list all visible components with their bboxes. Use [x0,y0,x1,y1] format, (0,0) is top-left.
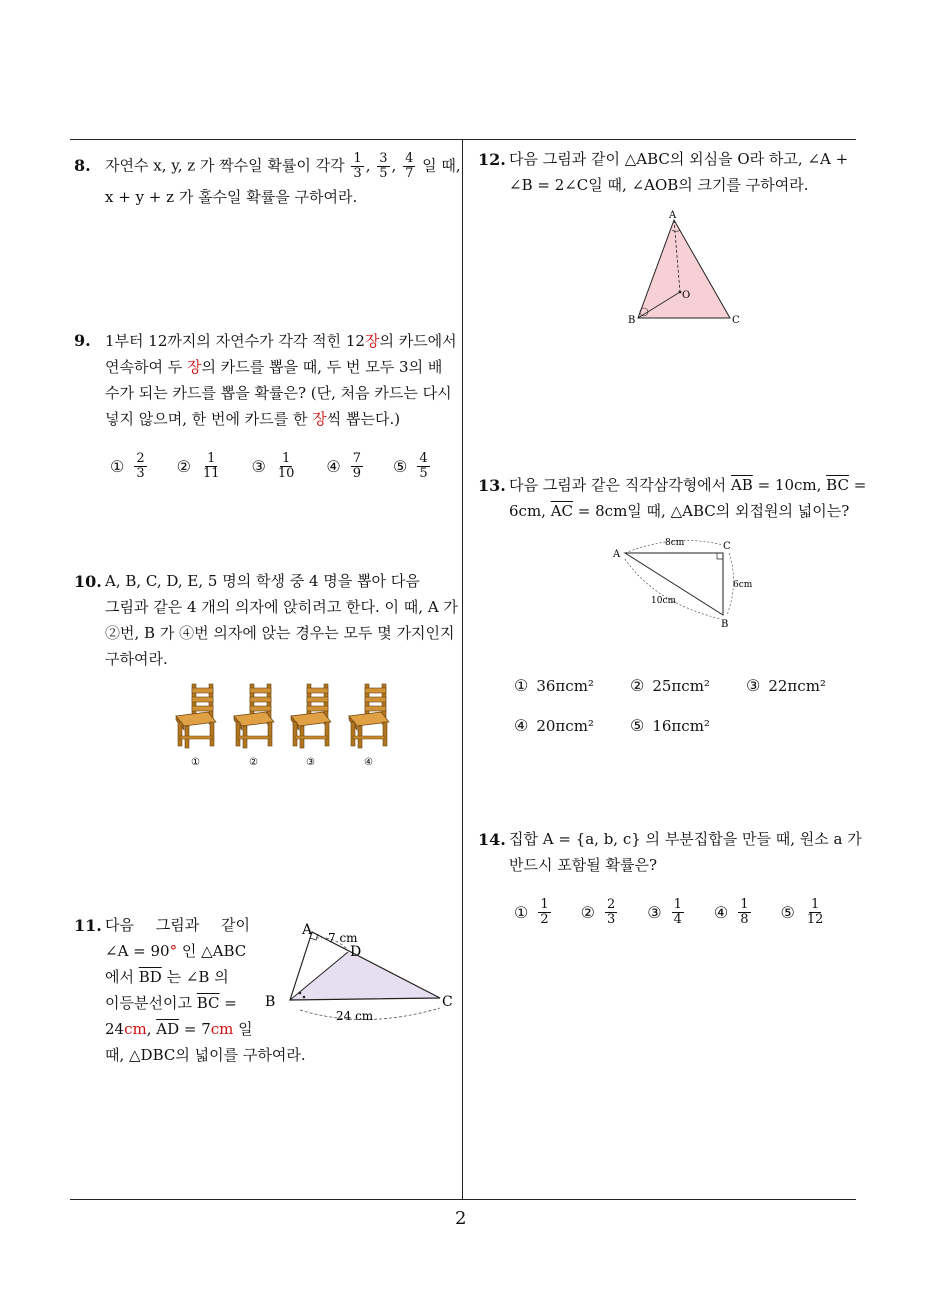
vertex-label-d: D [350,944,362,960]
vertex-label-c: C [723,541,731,552]
question-10-line-1: A, B, C, D, E, 5 명의 학생 중 4 명을 뽑아 다음 [105,572,420,590]
chair-label-4: ④ [364,757,373,768]
question-11-line-3: 에서 $\overline{BD}$ 는 ∠B 의 [105,968,229,986]
fraction: $\frac{1}{3}$ [353,151,362,181]
vertex-label-a: A [669,210,677,221]
question-number: 12. [478,150,506,169]
choice-4[interactable]: ④ 20πcm² [514,716,594,735]
question-11-line-5: 24cm, $\overline{AD} = 7cm$ 일 [105,1020,253,1038]
question-number: 11. [74,916,102,935]
question-number: 10. [74,572,102,591]
fraction: $\frac{3}{5}$ [379,151,388,181]
question-9-line-4: 넣지 않으며, 한 번에 카드를 한 장씩 뽑는다.) [105,410,401,428]
chair-icon [234,684,274,748]
question-number: 9. [74,331,91,350]
answer-choices [110,452,460,481]
choice-5[interactable]: ⑤ $\frac{4}{5}$ [393,451,428,481]
chair-icon [291,684,331,748]
triangle-abc-figure [260,918,460,1026]
length-label-ad: 7 cm [328,931,358,945]
question-12-line-1: 다음 그림과 같이 △ABC의 외심을 O라 하고, ∠A + [509,150,849,168]
question-8-line-1: 자연수 x, y, z 가 짝수일 확률이 각각 $\frac{1}{3}$ , $\frac{3}{5}$ , $\frac{4}{7}$ 일 때, [105,151,461,181]
question-9-line-3: 수가 되는 카드를 뽑을 확률은? (단, 처음 카드는 다시 [105,384,452,402]
question-14-line-1: 집합 A = {a, b, c} 의 부분집합을 만들 때, 원소 a 가 [509,830,862,848]
question-9-line-2: 연속하여 두 장의 카드를 뽑을 때, 두 번 모두 3의 배 [105,358,443,376]
top-rule [70,139,856,140]
choice-3[interactable]: ③ $\frac{1}{4}$ [647,897,682,927]
vertex-label-c: C [442,994,453,1010]
question-10-line-2: 그림과 같은 4 개의 의자에 앉히려고 한다. 이 때, A 가 [105,598,458,616]
choice-3[interactable]: ③ 22πcm² [746,676,826,695]
vertex-label-b: B [628,315,636,326]
chair-icon [176,684,216,748]
question-number: 14. [478,830,506,849]
column-divider [462,139,463,1200]
choice-4[interactable]: ④ $\frac{1}{8}$ [713,897,749,927]
choice-2[interactable]: ② $\frac{2}{3}$ [580,897,616,927]
choice-4[interactable]: ④ $\frac{7}{9}$ [326,451,362,481]
vertex-label-a: A [613,549,621,560]
vertex-label-b: B [265,994,276,1010]
chair-label-2: ② [249,757,258,768]
length-label-ac: 8cm [665,538,685,548]
choice-1[interactable]: ① $\frac{1}{2}$ [514,897,549,927]
chair-label-3: ③ [306,757,315,768]
chair-label-1: ① [191,757,200,768]
answer-choices-row-1 [514,676,838,695]
bottom-rule [70,1199,856,1200]
question-11-line-2: ∠A = 90° 인 △ABC [105,942,247,960]
question-13-line-2: 6cm, $\overline{AC} = 8cm$일 때, △ABC의 외접원의 넓이는? [509,502,850,520]
question-number: 8. [74,156,91,175]
fraction: $\frac{4}{7}$ [405,151,414,181]
answer-choices-row-2 [514,716,750,735]
choice-1[interactable]: ① 36πcm² [514,676,594,695]
question-12-line-2: ∠B = 2∠C일 때, ∠AOB의 크기를 구하여라. [509,176,809,194]
length-label-bc: 6cm [733,580,753,590]
choice-2[interactable]: ② $\frac{1}{11}$ [176,451,220,481]
vertex-label-a: A [302,922,313,938]
question-14-line-2: 반드시 포함될 확률은? [509,856,657,874]
question-10-line-3: ②번, B 가 ④번 의자에 앉는 경우는 모두 몇 가지인지 [105,624,455,642]
vertex-label-b: B [721,619,729,630]
question-11-line-6: 때, △DBC의 넓이를 구하여라. [105,1046,306,1064]
choice-5[interactable]: ⑤ $\frac{1}{12}$ [780,897,824,927]
length-label-bc: 24 cm [336,1009,374,1023]
question-10-line-4: 구하여라. [105,650,168,668]
circumcenter-label-o: O [682,290,691,301]
choice-3[interactable]: ③ $\frac{1}{10}$ [251,451,295,481]
question-9-line-1: 1부터 12까지의 자연수가 각각 적힌 12장의 카드에서 [105,332,457,350]
answer-choices [514,898,855,927]
question-8-line-2: x + y + z 가 홀수일 확률을 구하여라. [105,188,358,206]
question-13-line-1: 다음 그림과 같은 직각삼각형에서 $\overline{AB} = 10cm$, $\overline{BC}$ = [509,476,867,494]
page-number: 2 [455,1208,467,1229]
question-11-line-1: 다음 그림과 같이 [105,916,250,934]
circumcenter-figure [620,208,750,328]
choice-5[interactable]: ⑤ 16πcm² [630,716,710,735]
question-11-line-4: 이등분선이고 $\overline{BC}$ = [105,994,237,1012]
chair-icon [349,684,389,748]
chairs-figure [170,680,390,775]
choice-2[interactable]: ② 25πcm² [630,676,710,695]
choice-1[interactable]: ① $\frac{2}{3}$ [110,451,145,481]
question-number: 13. [478,476,506,495]
length-label-ab: 10cm [651,596,677,606]
right-triangle-figure [605,533,765,633]
vertex-label-c: C [732,315,740,326]
